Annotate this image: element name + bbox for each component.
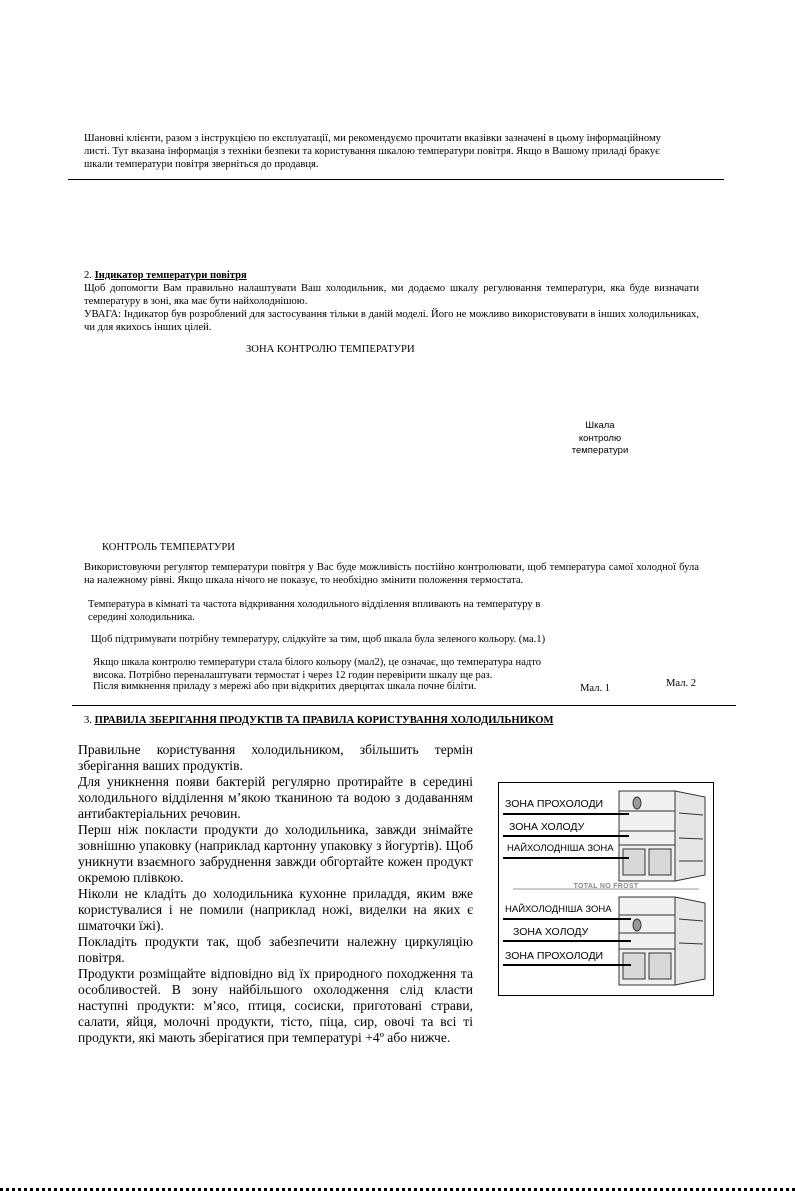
- section3-para-1: Правильне користування холодильником, збільшить термін зберігання ваших продуктів.: [78, 742, 473, 773]
- section3-number: 3.: [84, 715, 92, 726]
- control-para2: Температура в кімнаті та частота відкривання холодильного відділення впливають на температуру в середині холодильника.: [88, 599, 541, 623]
- fridge-top-icon: [619, 791, 705, 881]
- control-para4: Якщо шкала контролю температури стала білого кольору (мал2), це означає, що температура надто висока. Потрібно переналаштувати термостат і через 12 годин перевірити шкалу ще раз.: [93, 657, 542, 681]
- section2-title: Індикатор температури повітря: [94, 270, 247, 281]
- scale-label: [560, 420, 640, 458]
- section3-para-6: Продукти розміщайте відповідно від їх природного походження та особливостей. В зону найбільшого охолодження слід класти наступні продукти: м’ясо, птиця, сосиски, приготовані страви, салати, яйця, молочні продукти, тісто, піца, сир, овочі та всі ті продукти, які мають зберігатися при температурі +4º або нижче.: [78, 966, 473, 1045]
- section3-para-2: Для уникнення появи бактерій регулярно протирайте в середині холодильного відділення м’якою тканиною та водою з додаванням антибактеріальних речовин.: [78, 774, 473, 821]
- divider-middle: [72, 705, 736, 706]
- bottom-zone-label-cool: ЗОНА ПРОХОЛОДИ: [505, 950, 604, 962]
- section3-body: [78, 742, 473, 1046]
- zone-heading: ЗОНА КОНТРОЛЮ ТЕМПЕРАТУРИ: [246, 344, 415, 355]
- section2-para1: Щоб допомогти Вам правильно налаштувати Ваш холодильник, ми додаємо шкалу регулювання температури, яка буде визначати температуру в зоні, яка має бути найхолоднішою.: [84, 283, 699, 307]
- section2-para2: УВАГА: Індикатор був розроблений для застосування тільки в даній моделі. Його не можливо використовувати в інших холодильниках, чи для якихось інших цілей.: [84, 309, 699, 333]
- section3-para-4: Ніколи не кладіть до холодильника кухонне приладдя, яким вже користувалися і не помили (наприклад ножі, виделки на яких є шматочки їжі).: [78, 886, 473, 933]
- top-zone-label-cold: ЗОНА ХОЛОДУ: [509, 821, 585, 833]
- intro-line-1: Шановні клієнти, разом з інструкцією по експлуатації, ми рекомендуємо прочитати вказівки зазначені в цьому інформаційному: [84, 133, 661, 144]
- section3-para-3: Перш ніж покласти продукти до холодильника, завжди знімайте зовнішню упаковку (наприклад картонну упаковку з йогуртів). Щоб уникнути взаємного забруднення завжди обгортайте кожен продукт окремою плівкою.: [78, 822, 473, 885]
- control-heading: КОНТРОЛЬ ТЕМПЕРАТУРИ: [102, 542, 235, 553]
- intro-line-3: шкали температури повітря зверніться до продавця.: [84, 159, 319, 170]
- top-zone-label-coldest: НАЙХОЛОДНІША ЗОНА: [507, 843, 614, 854]
- total-no-frost-label: TOTAL NO FROST: [573, 883, 639, 890]
- section2-heading: [84, 269, 247, 282]
- bottom-zone-label-cold: ЗОНА ХОЛОДУ: [513, 926, 589, 938]
- intro-line-2: листі. Тут вказана інформація з техніки безпеки та користування шкалою температури повітря. Якщо в Вашому приладі бракує: [84, 146, 660, 157]
- intro-text: [84, 132, 724, 171]
- scale-label-line-3: температури: [571, 445, 629, 456]
- section3-title: ПРАВИЛА ЗБЕРІГАННЯ ПРОДУКТІВ ТА ПРАВИЛА КОРИСТУВАННЯ ХОЛОДИЛЬНИКОМ: [94, 715, 554, 726]
- fig2-caption: Мал. 2: [666, 678, 697, 689]
- fridge-zones-figure: [498, 782, 714, 996]
- control-para3: Щоб підтримувати потрібну температуру, слідкуйте за тим, щоб шкала була зеленого кольору. (ма.1): [91, 634, 546, 645]
- control-para1: Використовуючи регулятор температури повітря у Вас буде можливість постійно контролювати, щоб температура самої холодної була на належному рівні. Якщо шкала нічого не показує, то необхідно змінити положення термостата.: [84, 562, 699, 586]
- scale-label-line-1: Шкала: [585, 420, 615, 431]
- section3-para-5: Покладіть продукти так, щоб забезпечити належну циркуляцію повітря.: [78, 934, 473, 965]
- fridge-bottom-icon: [619, 897, 705, 985]
- section3-heading: [84, 714, 554, 727]
- control-para5: Після вимкнення приладу з мережі або при відкритих дверцятах шкала почне біліти.: [93, 681, 477, 692]
- bottom-zone-label-coldest: НАЙХОЛОДНІША ЗОНА: [505, 904, 612, 915]
- scale-label-line-2: контролю: [578, 432, 622, 444]
- fig1-caption: Мал. 1: [580, 683, 611, 694]
- divider-top: [68, 179, 724, 180]
- section2-number: 2.: [84, 270, 92, 281]
- top-zone-label-cool: ЗОНА ПРОХОЛОДИ: [505, 798, 604, 810]
